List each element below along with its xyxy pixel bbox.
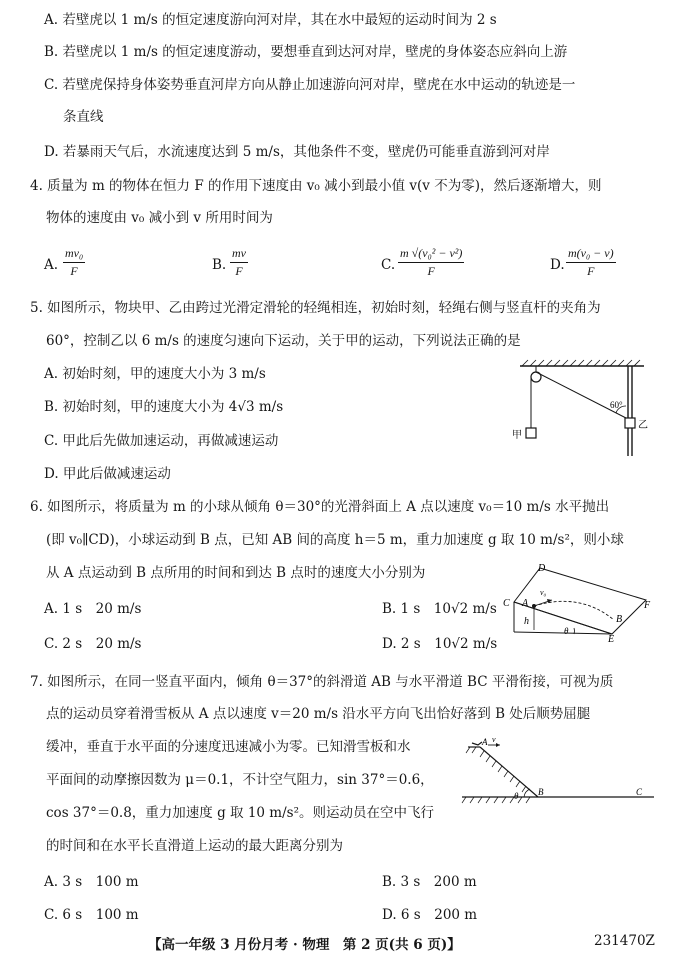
q6-stem-line2: (即 v₀∥CD)，小球运动到 B 点，已知 AB 间的高度 h＝5 m，重力加速度 g 取 10 m/s²，则小球 <box>46 532 624 548</box>
q6-option-a: A. 1 s 20 m/s <box>44 601 142 617</box>
q3-option-a: A. 若壁虎以 1 m/s 的恒定速度游向河对岸，其在水中最短的运动时间为 2 s <box>44 12 497 28</box>
q5-option-c: C. 甲此后先做加速运动，再做减速运动 <box>44 433 279 449</box>
q7-ski-slope-figure <box>458 733 658 805</box>
q6-option-d: D. 2 s 10√2 m/s <box>382 636 498 652</box>
label-theta: θ <box>564 626 569 636</box>
label-v: v <box>492 735 496 744</box>
q4-option-b-fraction <box>230 246 248 279</box>
label-b: B <box>616 614 623 625</box>
q3-option-c-line2: 条直线 <box>63 109 104 125</box>
label-f: F <box>644 600 651 611</box>
q4-option-a-label: A. <box>44 257 59 273</box>
q4-option-a-numerator: mv₀ <box>65 246 84 260</box>
label-a: A <box>522 598 529 609</box>
q7-stem-line4: 平面间的动摩擦因数为 μ＝0.1，不计空气阻力，sin 37°＝0.6， <box>46 772 434 788</box>
q7-stem-line1: 7. 如图所示，在同一竖直平面内，倾角 θ＝37°的斜滑道 AB 与水平滑道 BC 平滑衔接，可视为质 <box>30 674 614 690</box>
label-angle: 60° <box>610 400 623 410</box>
label-h: h <box>524 616 529 627</box>
label-v0: v₀ <box>540 588 547 597</box>
label-c: C <box>636 787 643 797</box>
q4-option-b-label: B. <box>212 257 227 273</box>
label-theta: θ <box>514 791 519 801</box>
q7-stem-line6: 的时间和在水平长直滑道上运动的最大距离分别为 <box>46 838 343 854</box>
q7-option-a: A. 3 s 100 m <box>44 874 139 890</box>
q4-option-b-numerator: mv <box>232 246 246 260</box>
q5-option-a: A. 初始时刻，甲的速度大小为 3 m/s <box>44 366 266 382</box>
q7-stem-line5: cos 37°＝0.8，重力加速度 g 取 10 m/s²。则运动员在空中飞行 <box>46 805 434 821</box>
block-yi <box>625 418 635 428</box>
label-b: B <box>538 787 544 797</box>
q4-option-a-fraction <box>63 246 85 279</box>
q3-option-b: B. 若壁虎以 1 m/s 的恒定速度游动，要想垂直到达河对岸，壁虎的身体姿态应斜向上游 <box>44 44 568 60</box>
q5-option-d: D. 甲此后做减速运动 <box>44 466 171 482</box>
page-footer-title: 【高一年级 3 月份月考 · 物理 第 2 页(共 6 页)】 <box>148 937 461 953</box>
label-e: E <box>608 634 615 644</box>
q4-stem-line1: 4. 质量为 m 的物体在恒力 F 的作用下速度由 v₀ 减小到最小值 v(v 不为零)，然后逐渐增大，则 <box>30 178 602 194</box>
label-d: D <box>538 563 546 574</box>
label-jia: 甲 <box>512 430 522 441</box>
q4-option-b-denominator: F <box>235 264 243 278</box>
q6-option-b: B. 1 s 10√2 m/s <box>382 601 497 617</box>
q7-option-c: C. 6 s 100 m <box>44 907 139 923</box>
q5-stem-line1: 5. 如图所示，物块甲、乙由跨过光滑定滑轮的轻绳相连，初始时刻，轻绳右侧与竖直杆的夹角为 <box>30 300 601 316</box>
q4-option-d-denominator: F <box>587 264 595 278</box>
q7-option-d: D. 6 s 200 m <box>382 907 478 923</box>
q6-stem-line3: 从 A 点运动到 B 点所用的时间和到达 B 点时的速度大小分别为 <box>46 565 426 581</box>
label-yi: 乙 <box>638 420 648 431</box>
q3-option-c-line1: C. 若壁虎保持身体姿势垂直河岸方向从静止加速游向河对岸，壁虎在水中运动的轨迹是一 <box>44 77 576 93</box>
q6-stem-line1: 6. 如图所示，将质量为 m 的小球从倾角 θ＝30°的光滑斜面上 A 点以速度 v₀＝10 m/s 水平抛出 <box>30 499 610 515</box>
q6-incline-figure <box>500 562 655 644</box>
q4-option-d-fraction <box>566 246 616 279</box>
q5-option-b: B. 初始时刻，甲的速度大小为 4√3 m/s <box>44 399 284 415</box>
q5-pulley-figure <box>508 358 653 458</box>
page-footer-code: 231470Z <box>594 933 655 949</box>
q5-stem-line2: 60°，控制乙以 6 m/s 的速度匀速向下运动，关于甲的运动，下列说法正确的是 <box>46 333 521 349</box>
q3-option-d: D. 若暴雨天气后，水流速度达到 5 m/s，其他条件不变，壁虎仍可能垂直游到河对岸 <box>44 144 550 160</box>
q4-option-c-denominator: F <box>427 264 435 278</box>
q4-option-d-label: D. <box>550 257 565 273</box>
q7-stem-line3: 缓冲，垂直于水平面的分速度迅速减小为零。已知滑雪板和水 <box>46 739 411 755</box>
label-a: A <box>482 737 488 747</box>
q7-option-b: B. 3 s 200 m <box>382 874 477 890</box>
q4-stem-line2: 物体的速度由 v₀ 减小到 v 所用时间为 <box>46 210 273 226</box>
q4-option-c-numerator: m √(v₀² − v²) <box>400 246 463 260</box>
q6-option-c: C. 2 s 20 m/s <box>44 636 142 652</box>
block-jia <box>526 428 536 438</box>
q4-option-c-fraction <box>398 246 464 279</box>
skier-icon <box>472 742 482 745</box>
q4-option-d-numerator: m(v₀ − v) <box>568 246 614 260</box>
q7-stem-line2: 点的运动员穿着滑雪板从 A 点以速度 v＝20 m/s 沿水平方向飞出恰好落到 B 处后顺势屈腿 <box>46 706 591 722</box>
q4-option-a-denominator: F <box>70 264 78 278</box>
label-c: C <box>503 598 510 609</box>
q4-option-c-label: C. <box>381 257 396 273</box>
